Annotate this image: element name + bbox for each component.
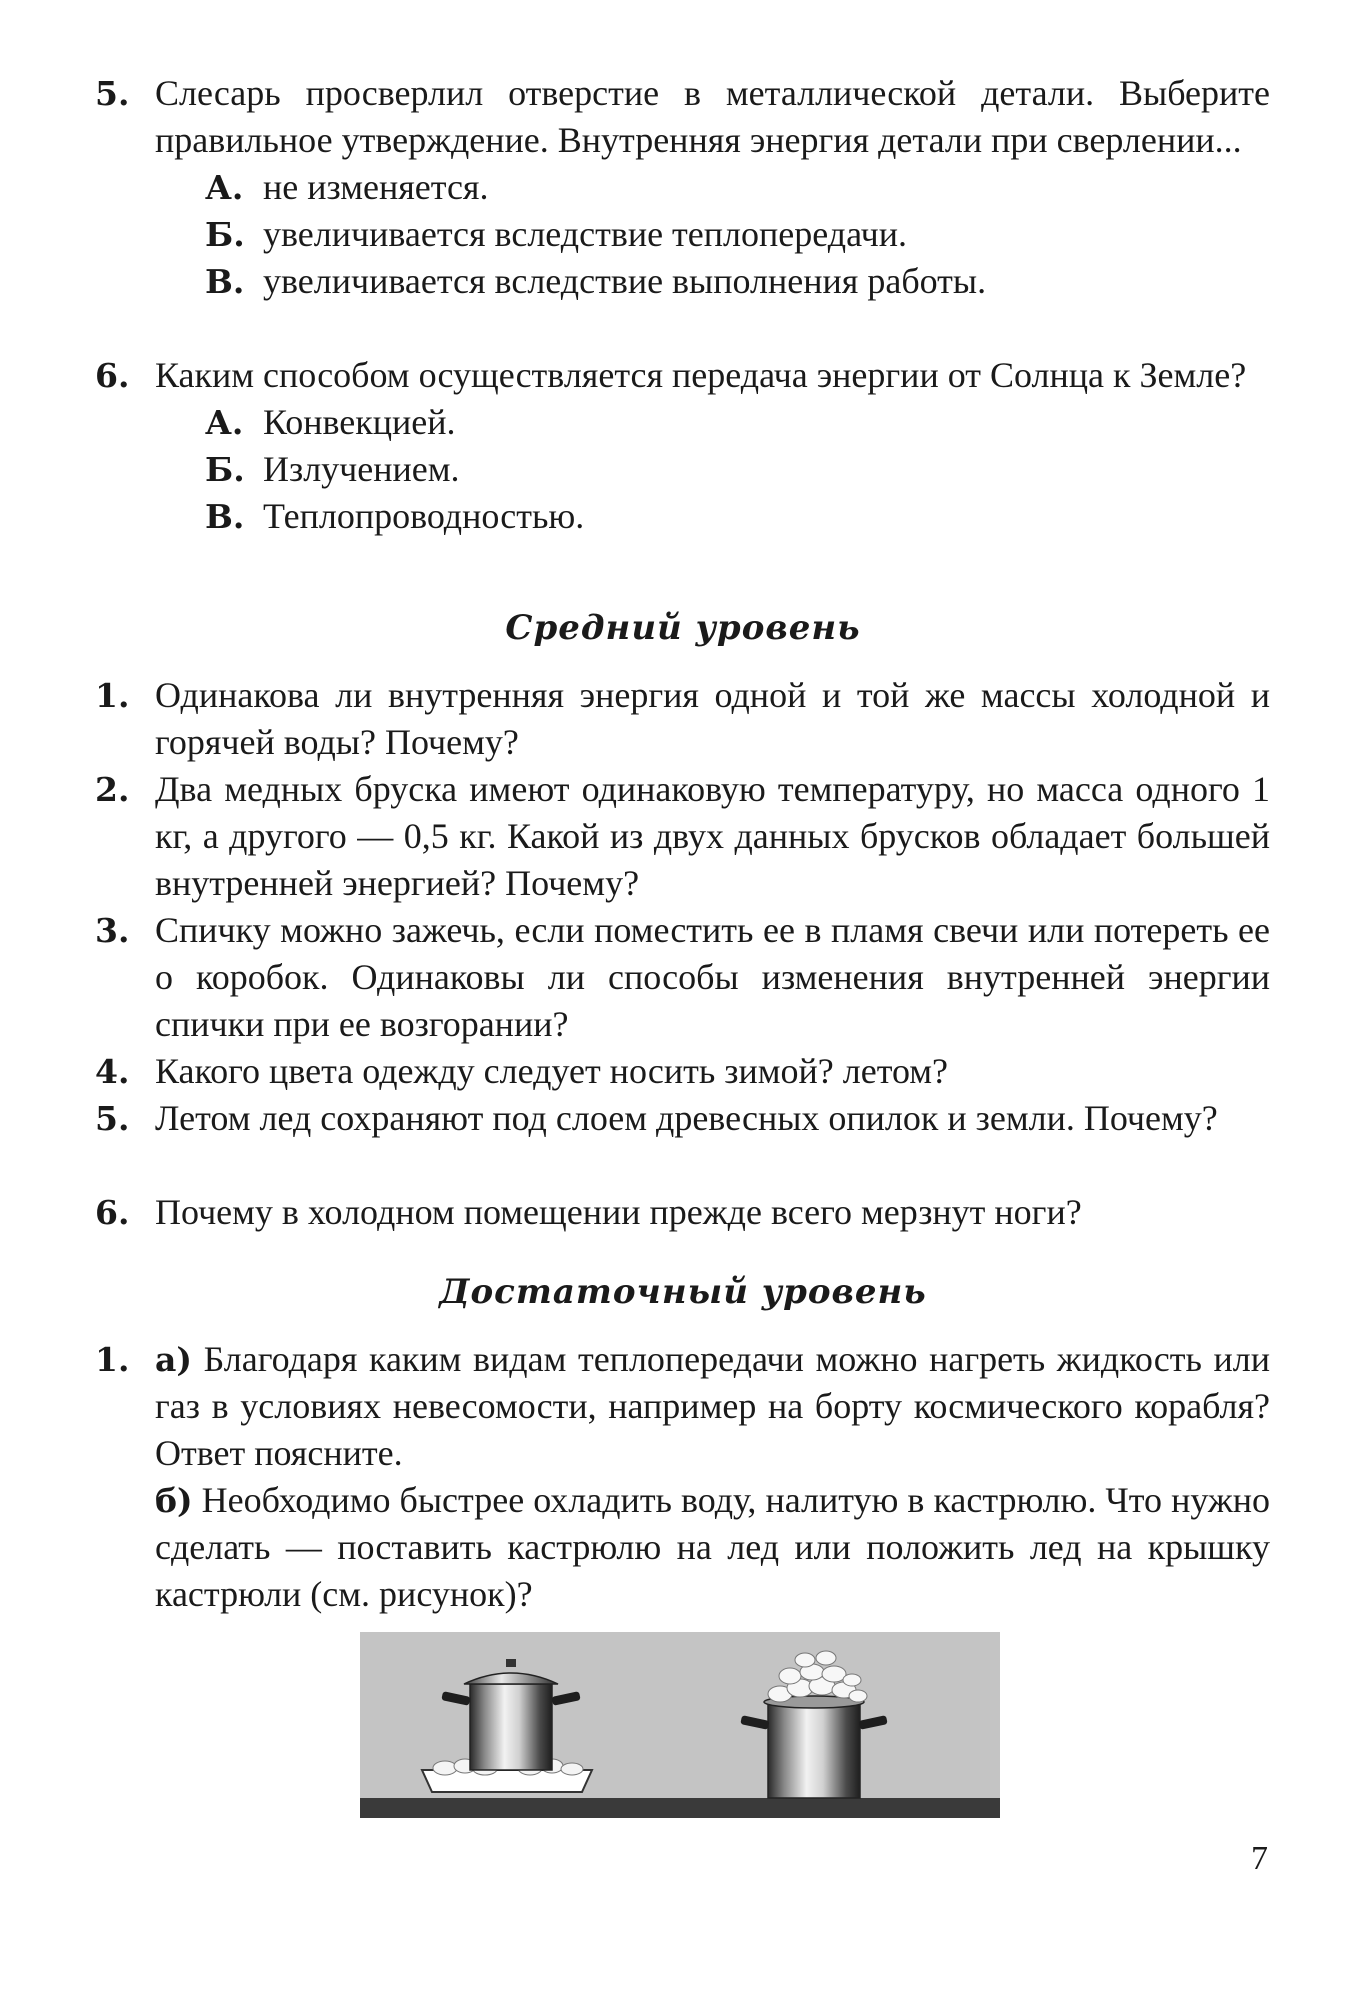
option-b: Б. увеличивается вследствие теплопередачи. [205,214,907,254]
lid-knob [506,1659,516,1667]
sufficient-question-1: 1. а) Благодаря каким видам теплопередачи можно нагреть жидкость или газ в условиях невесомости, например на борту космического корабля? Ответ поясните. б) Необходимо быстрее охладить воду, налитую в кастрюлю. Что нужно сделать — поставить кастрюлю на лед или положить лед на крышку кастрюли (см. рисунок)? [95,1336,1270,1618]
middle-question-2: 2. Два медных бруска имеют одинаковую температуру, но масса одного 1 кг, а другого — 0,5 кг. Какой из двух данных брусков обладает большей внутренней энергией? Почему? [95,769,1270,903]
question-number: 6. [95,356,130,395]
part-a: а) Благодаря каким видам теплопередачи можно нагреть жидкость или газ в условиях невесомости, например на борту космического корабля? Ответ поясните. [155,1339,1271,1473]
part-b: б) Необходимо быстрее охладить воду, налитую в кастрюлю. Что нужно сделать — поставить кастрюлю на лед или положить лед на крышку кастрюли (см. рисунок)? [155,1480,1271,1614]
question-6 [95,352,1270,540]
pot-body [470,1684,552,1770]
section-heading-middle: Средний уровень [505,608,861,648]
option-c: В. Теплопроводностью. [205,496,585,536]
middle-question-5: 5. Летом лед сохраняют под слоем древесных опилок и земли. Почему? [95,1098,1218,1138]
middle-question-3: 3. Спичку можно зажечь, если поместить ее в пламя свечи или потереть ее о коробок. Одинаковы ли способы изменения внутренней энергии спички при ее возгорании? [95,910,1270,1044]
question-5 [95,70,1270,305]
middle-question-6: 6. Почему в холодном помещении прежде всего мерзнут ноги? [95,1192,1082,1232]
pots-figure [360,1632,1000,1818]
question-text: Каким способом осуществляется передача энергии от Солнца к Земле? [155,355,1247,395]
table-surface [360,1798,1000,1818]
option-a: А. Конвекцией. [205,402,456,442]
option-c: В. увеличивается вследствие выполнения работы. [205,261,987,301]
section-heading-sufficient: Достаточный уровень [439,1272,927,1312]
middle-question-4: 4. Какого цвета одежду следует носить зимой? летом? [95,1051,949,1091]
option-a: А. не изменяется. [205,167,489,207]
middle-question-1: 1. Одинакова ли внутренняя энергия одной и той же массы холодной и горячей воды? Почему? [95,675,1270,762]
option-b: Б. Излучением. [205,449,460,489]
question-number: 5. [95,74,130,113]
page-number: 7 [1251,1840,1268,1877]
question-text: Слесарь просверлил отверстие в металлической детали. Выберите правильное утверждение. Внутренняя энергия детали при сверлении... [155,73,1270,160]
pot-body [768,1702,860,1798]
